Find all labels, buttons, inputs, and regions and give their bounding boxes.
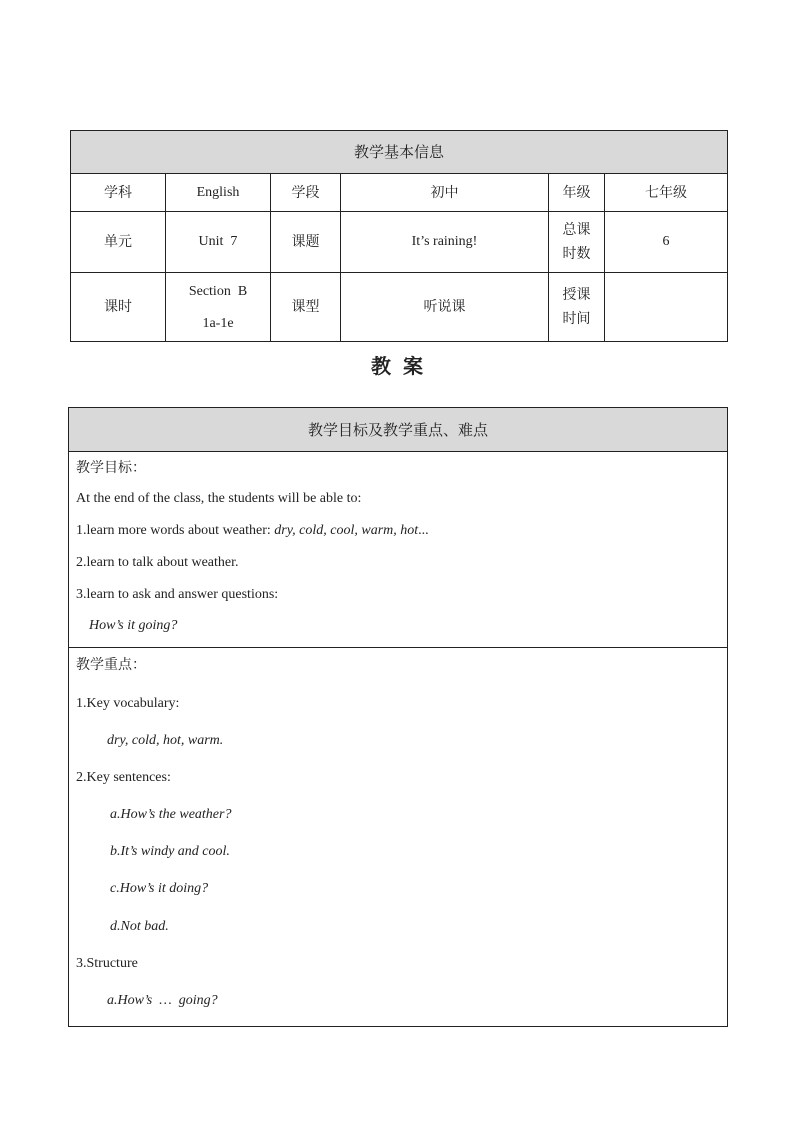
basic-info-table [70, 130, 728, 342]
key-sentence-b: b.It’s windy and cool. [110, 844, 230, 859]
objectives-title: 教学目标： [76, 460, 146, 476]
structure-example: a.How’s … going? [107, 993, 218, 1008]
key-points-cell [69, 648, 728, 1027]
key-sentence-c: c.How’s it doing? [110, 881, 209, 896]
class-time-value [605, 273, 728, 342]
subject-value: English [166, 174, 271, 212]
unit-value: Unit 7 [166, 212, 271, 273]
period-value-line1: Section B [188, 284, 248, 299]
objective-item-1-prefix: 1.learn more words about weather: [76, 523, 275, 538]
class-time-label-line1: 授课 [562, 287, 591, 303]
period-label: 课时 [71, 273, 166, 342]
period-value [166, 273, 271, 342]
objective-item-3-example: How’s it going? [89, 618, 178, 633]
class-time-label-line2: 时间 [562, 311, 591, 327]
stage-label: 学段 [271, 174, 341, 212]
lesson-type-label: 课型 [271, 273, 341, 342]
basic-info-header: 教学基本信息 [71, 131, 728, 174]
class-time-label [549, 273, 605, 342]
objective-item-1 [76, 523, 429, 539]
total-hours-label-line1: 总课 [562, 222, 591, 238]
key-sentence-a: a.How’s the weather? [110, 807, 232, 822]
period-value-line2: 1a-1e [202, 316, 234, 331]
objective-item-1-suffix: ... [418, 523, 429, 538]
grade-label: 年级 [549, 174, 605, 212]
lesson-type-value: 听说课 [341, 273, 549, 342]
lesson-plan-title: 教案 [371, 354, 435, 378]
objectives-intro: At the end of the class, the students will be able to: [76, 491, 362, 506]
key-sentence-d: d.Not bad. [110, 919, 169, 934]
goals-table [68, 407, 728, 1027]
key-points-title: 教学重点： [76, 657, 146, 673]
objectives-cell [69, 452, 728, 648]
total-hours-label [549, 212, 605, 273]
grade-value: 七年级 [605, 174, 728, 212]
total-hours-value: 6 [605, 212, 728, 273]
key-sentences-label: 2.Key sentences: [76, 770, 171, 785]
goals-header: 教学目标及教学重点、难点 [69, 408, 728, 452]
topic-value: It’s raining! [341, 212, 549, 273]
structure-label: 3.Structure [76, 956, 138, 971]
stage-value: 初中 [341, 174, 549, 212]
objective-item-1-words: dry, cold, cool, warm, hot [274, 523, 419, 538]
subject-label: 学科 [71, 174, 166, 212]
total-hours-label-line2: 时数 [562, 246, 591, 262]
key-vocab-words: dry, cold, hot, warm. [107, 733, 224, 748]
topic-label: 课题 [271, 212, 341, 273]
objective-item-2: 2.learn to talk about weather. [76, 555, 239, 570]
objective-item-3: 3.learn to ask and answer questions: [76, 587, 279, 602]
key-vocab-label: 1.Key vocabulary: [76, 696, 180, 711]
unit-label: 单元 [71, 212, 166, 273]
